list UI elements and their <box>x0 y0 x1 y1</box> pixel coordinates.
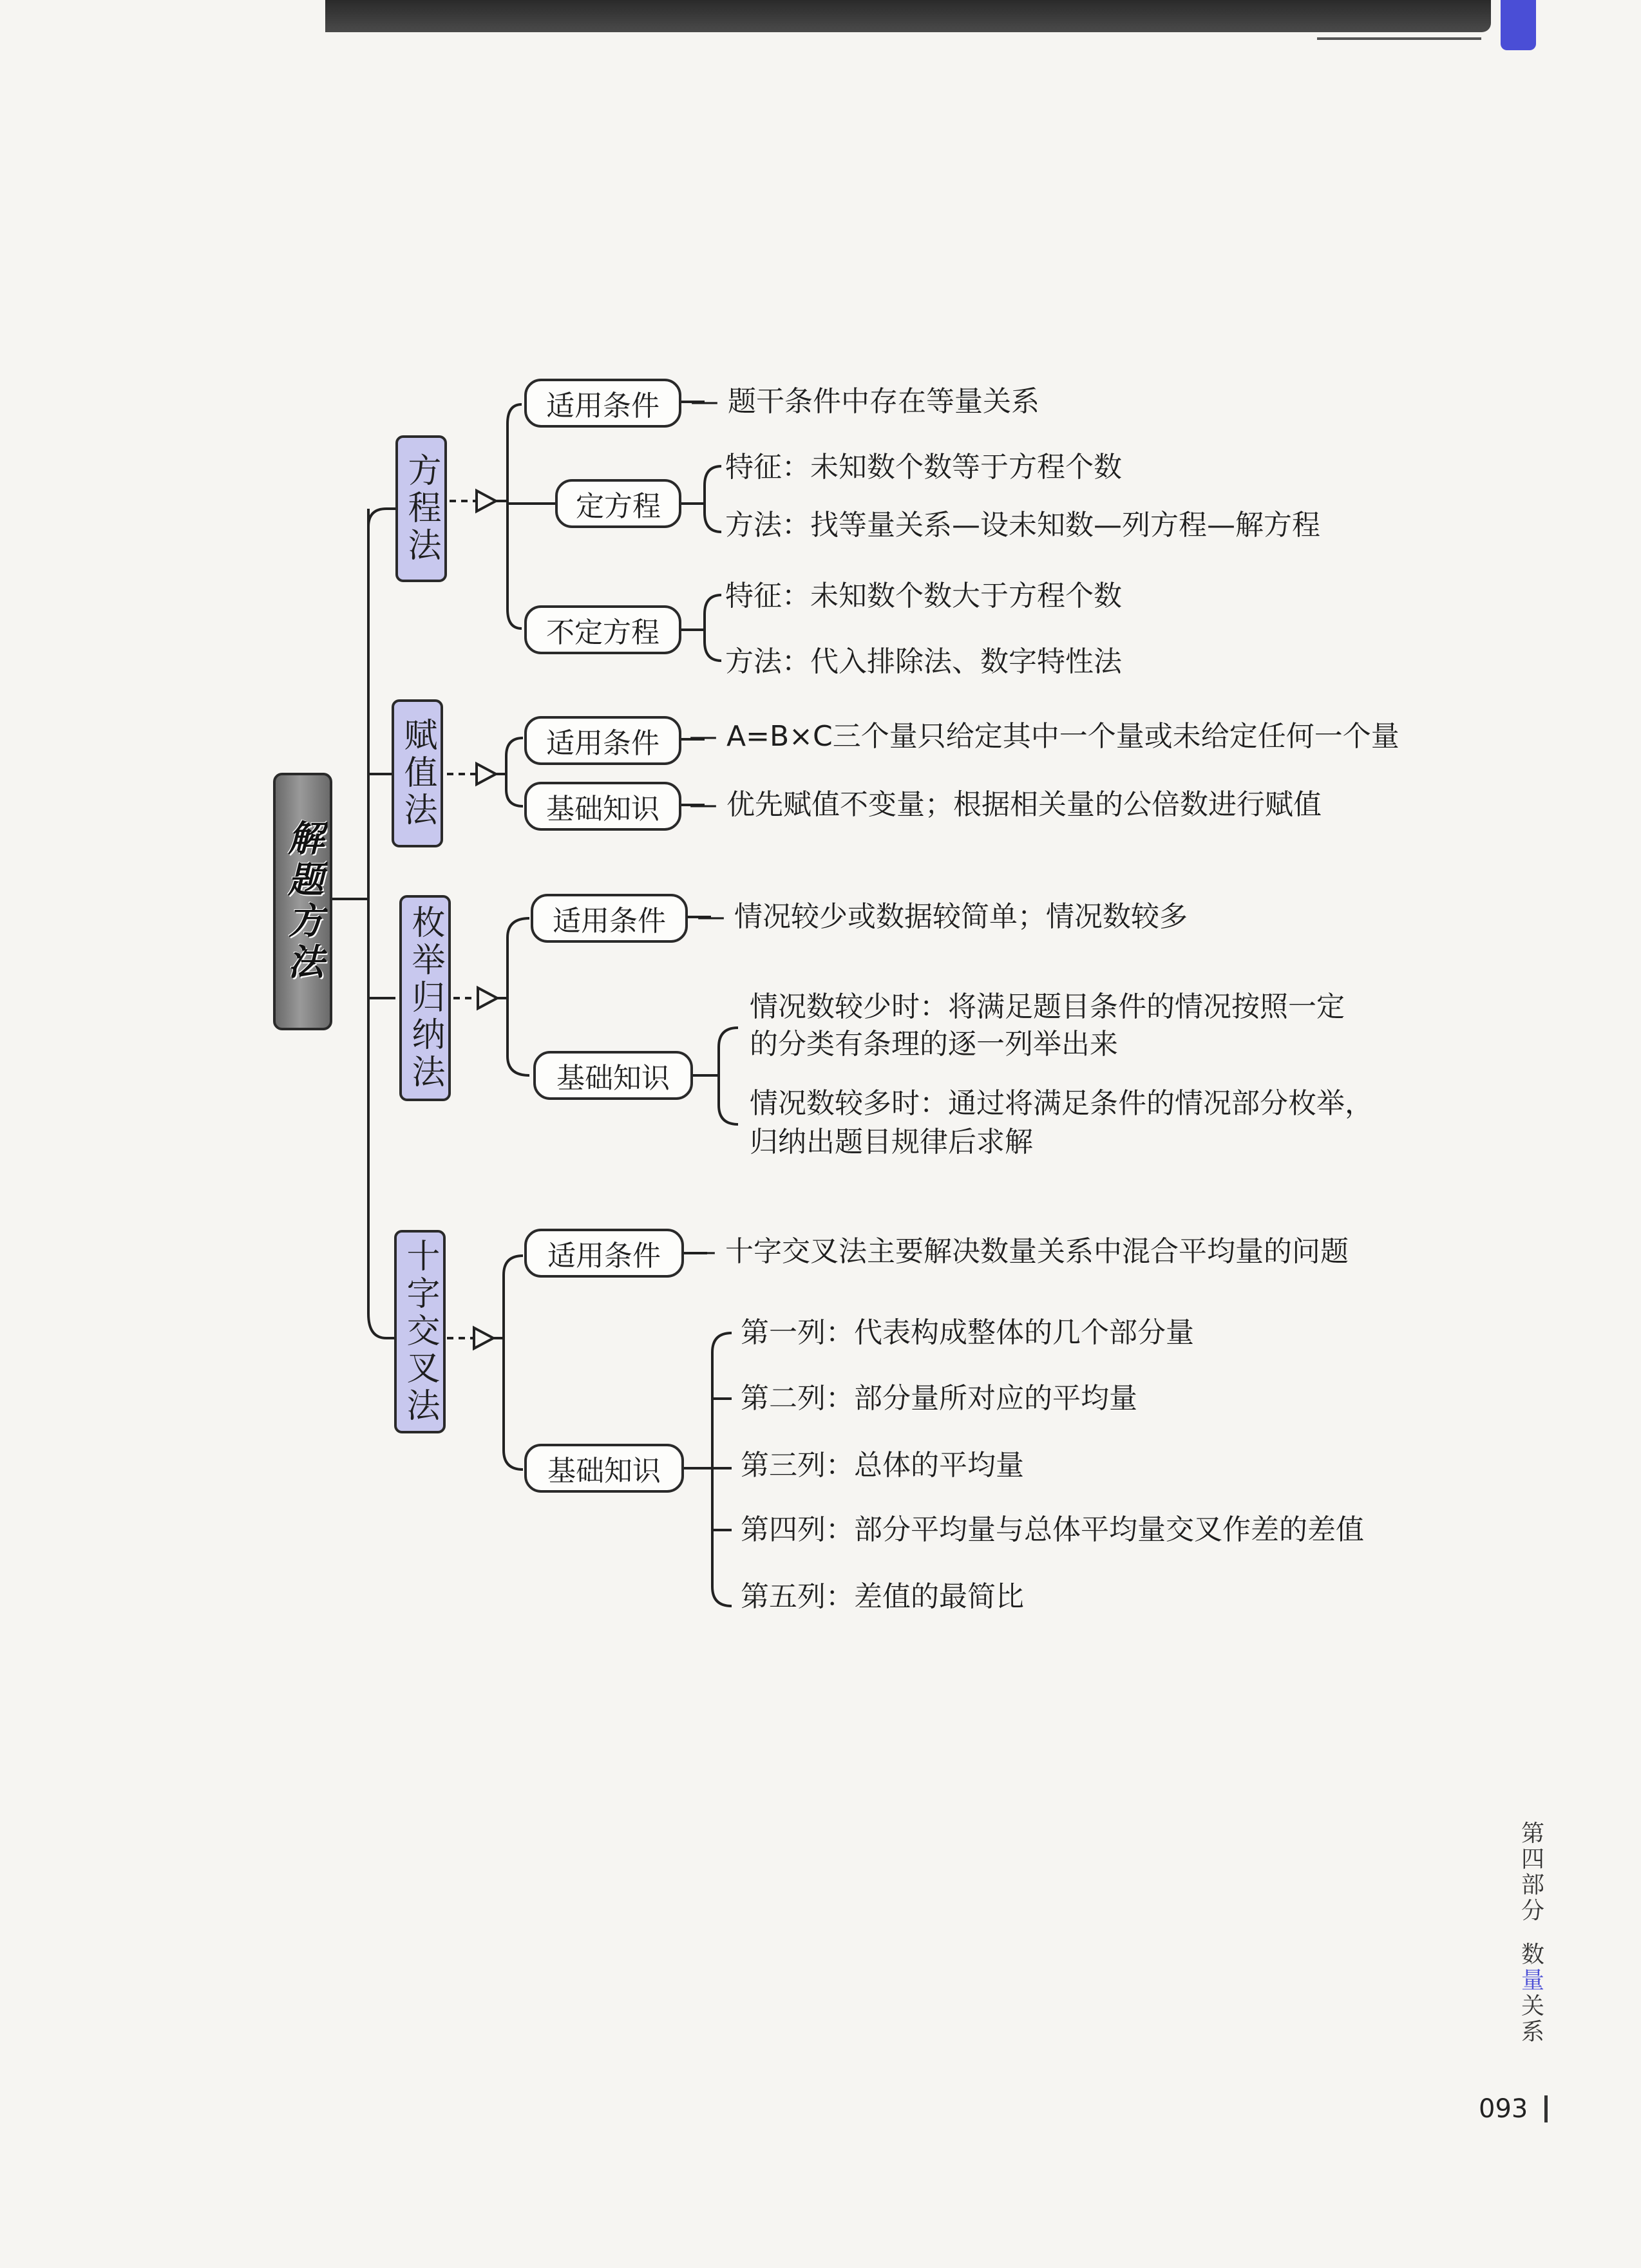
method-node-enumeration <box>399 895 451 1101</box>
m3-arrow <box>478 988 497 1008</box>
branch-box-indeterminate-equation <box>524 605 681 654</box>
branch-label: 基础知识 <box>556 1062 670 1095</box>
leaf-text: 情况数较少时：将满足题目条件的情况按照一定 <box>750 990 1345 1023</box>
leaf-text: — 优先赋值不变量；根据相关量的公倍数进行赋值 <box>689 788 1322 821</box>
m2-arrow <box>477 764 496 784</box>
leaf-text: — 情况较少或数据较简单；情况数较多 <box>697 900 1188 933</box>
branch-box-cross-basics <box>524 1444 684 1493</box>
leaf-text: 第二列：部分量所对应的平均量 <box>741 1382 1137 1415</box>
leaf-text: 第四列：部分平均量与总体平均量交叉作差的差值 <box>741 1513 1364 1546</box>
method-label: 赋值法 <box>398 717 437 829</box>
branch-label: 适用条件 <box>553 905 666 938</box>
root-trunk <box>368 509 395 1338</box>
branch-label: 基础知识 <box>547 1455 661 1488</box>
m1-b3-bracket <box>681 595 721 661</box>
method-label: 方程法 <box>402 453 441 565</box>
leaf-text: 方法：代入排除法、数字特性法 <box>725 645 1122 678</box>
page-number: 093 <box>1479 2094 1528 2124</box>
side-char: 系 <box>1521 2019 1544 2045</box>
m3-b2-bracket <box>693 1028 738 1124</box>
m3-bracket <box>507 918 529 1075</box>
root-node <box>273 773 332 1030</box>
branch-box-assignment-conditions <box>524 716 681 765</box>
branch-box-assignment-basics <box>524 782 681 831</box>
m4-b2-bracket <box>684 1333 732 1606</box>
side-char: 分 <box>1521 1898 1544 1924</box>
branch-box-equation-conditions <box>524 379 681 428</box>
leaf-text-value: 十字交叉法主要解决数量关系中混合平均量的问题 <box>725 1235 1349 1268</box>
leaf-text: 第三列：总体的平均量 <box>741 1449 1024 1482</box>
branch-label: 适用条件 <box>547 1240 661 1272</box>
leaf-text-value: 题干条件中存在等量关系 <box>728 385 1039 418</box>
leaf-text-value: 优先赋值不变量；根据相关量的公倍数进行赋值 <box>726 788 1322 821</box>
leaf-text: 第一列：代表构成整体的几个部分量 <box>741 1316 1194 1349</box>
leaf-text: 方法：找等量关系—设未知数—列方程—解方程 <box>725 509 1320 542</box>
branch-label: 基础知识 <box>546 793 659 826</box>
m1-b2-bracket <box>681 466 721 532</box>
chapter-side-label <box>1519 1821 1547 2045</box>
m4-bracket <box>504 1256 523 1469</box>
method-node-cross <box>394 1230 446 1433</box>
side-char: 关 <box>1521 1993 1544 2019</box>
side-char: 数 <box>1521 1942 1544 1968</box>
leaf-text-value: 情况较少或数据较简单；情况数较多 <box>734 900 1188 933</box>
branch-label: 定方程 <box>576 490 661 523</box>
side-spacer <box>1519 1924 1547 1942</box>
root-label: 解题方法 <box>282 819 324 984</box>
page-number-bar <box>1544 2095 1548 2122</box>
branch-label: 适用条件 <box>546 727 659 760</box>
branch-box-cross-conditions <box>524 1229 684 1278</box>
side-char: 部 <box>1521 1872 1544 1898</box>
leaf-text-value: A=B×C三个量只给定其中一个量或未给定任何一个量 <box>726 720 1399 753</box>
leaf-text: 第五列：差值的最简比 <box>741 1580 1024 1613</box>
leaf-text: 的分类有条理的逐一列举出来 <box>750 1028 1118 1061</box>
branch-label: 不定方程 <box>546 616 659 649</box>
leaf-text: 特征：未知数个数大于方程个数 <box>725 580 1122 612</box>
leaf-text: — 题干条件中存在等量关系 <box>690 385 1039 418</box>
m1-arrow <box>477 491 496 511</box>
method-label: 枚举归纳法 <box>406 905 444 1091</box>
leaf-text: 情况数较多时：通过将满足条件的情况部分枚举， <box>750 1087 1373 1120</box>
m1-bracket <box>507 404 555 628</box>
side-char-highlighted: 量 <box>1521 1967 1544 1994</box>
side-char: 第 <box>1521 1820 1544 1847</box>
leaf-text: 归纳出题目规律后求解 <box>750 1126 1033 1158</box>
side-char: 四 <box>1521 1846 1544 1873</box>
leaf-text: — 十字交叉法主要解决数量关系中混合平均量的问题 <box>688 1235 1349 1268</box>
method-label: 十字交叉法 <box>401 1238 439 1425</box>
m2-bracket <box>506 738 523 806</box>
branch-box-enumeration-conditions <box>531 894 688 943</box>
method-node-assignment <box>392 699 443 847</box>
leaf-text: 特征：未知数个数等于方程个数 <box>725 451 1122 484</box>
branch-label: 适用条件 <box>546 390 659 422</box>
leaf-text: — A=B×C三个量只给定其中一个量或未给定任何一个量 <box>689 720 1399 753</box>
m4-arrow <box>474 1328 493 1348</box>
method-node-equation <box>395 435 447 582</box>
branch-box-determinate-equation <box>555 479 681 528</box>
branch-box-enumeration-basics <box>533 1051 693 1100</box>
